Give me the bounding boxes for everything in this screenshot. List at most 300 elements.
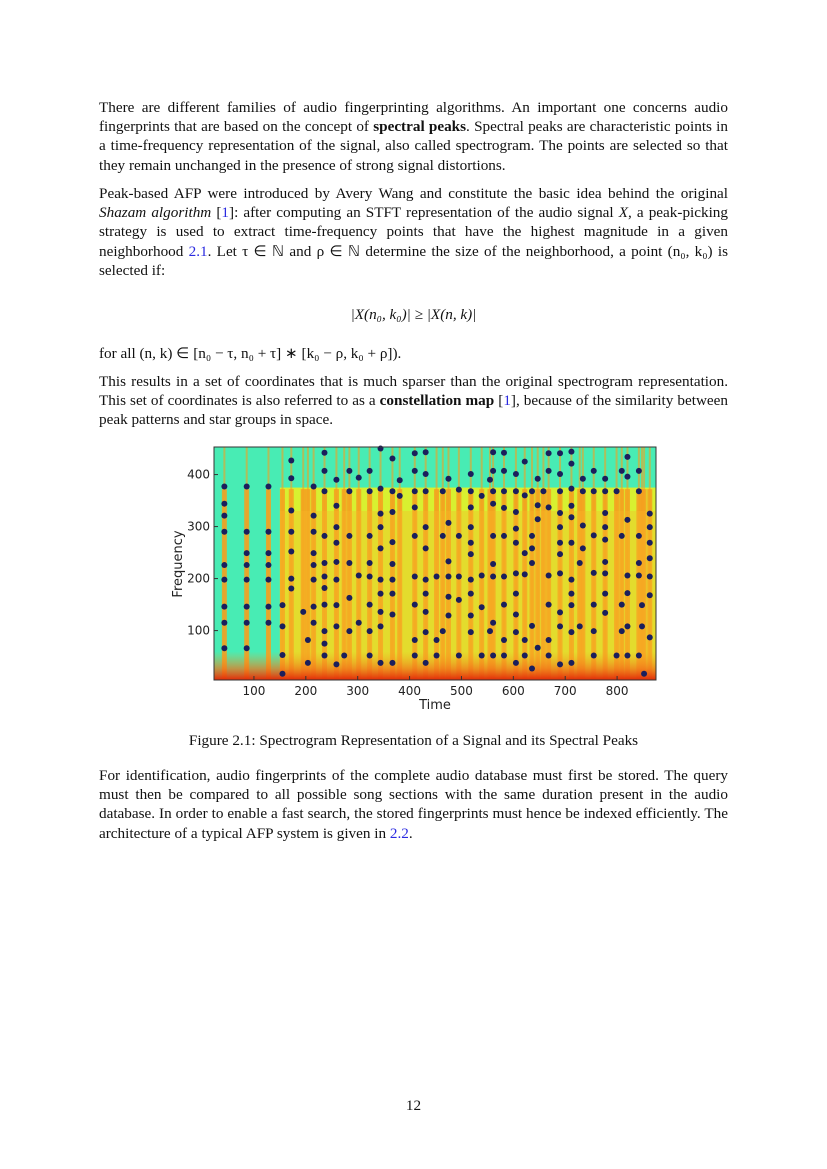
peak-point bbox=[529, 533, 535, 539]
peak-point bbox=[221, 484, 227, 490]
peak-point bbox=[546, 637, 552, 643]
peak-point bbox=[279, 652, 285, 658]
peak-point bbox=[546, 572, 552, 578]
peak-point bbox=[513, 570, 519, 576]
peak-point bbox=[591, 628, 597, 634]
peak-point bbox=[456, 597, 462, 603]
peak-point bbox=[378, 524, 384, 530]
peak-point bbox=[546, 653, 552, 659]
x-tick-label: 200 bbox=[294, 684, 318, 698]
peak-point bbox=[445, 574, 451, 580]
peak-point bbox=[568, 629, 574, 635]
peak-point bbox=[434, 653, 440, 659]
peak-point bbox=[244, 529, 250, 535]
peak-point bbox=[522, 492, 528, 498]
peak-point bbox=[221, 577, 227, 583]
peak-point bbox=[580, 523, 586, 529]
peak-point bbox=[624, 590, 630, 596]
peak-point bbox=[568, 514, 574, 520]
peak-point bbox=[279, 671, 285, 677]
figure-link[interactable]: 2.2 bbox=[389, 824, 409, 842]
peak-point bbox=[501, 653, 507, 659]
peak-point bbox=[445, 613, 451, 619]
peak-point bbox=[389, 611, 395, 617]
peak-point bbox=[522, 459, 528, 465]
peak-point bbox=[423, 545, 429, 551]
peak-point bbox=[423, 609, 429, 615]
peak-point bbox=[412, 637, 418, 643]
peak-point bbox=[557, 623, 563, 629]
peak-point bbox=[389, 660, 395, 666]
text: [ bbox=[494, 392, 504, 410]
y-axis-label: Frequency bbox=[171, 530, 186, 598]
x-tick-label: 600 bbox=[501, 684, 525, 698]
peak-point bbox=[639, 623, 645, 629]
variable-x: X bbox=[618, 204, 628, 222]
peak-point bbox=[356, 572, 362, 578]
peak-point bbox=[288, 585, 294, 591]
peak-point bbox=[577, 560, 583, 566]
peak-point bbox=[397, 493, 403, 499]
peak-point bbox=[624, 474, 630, 480]
peak-point bbox=[490, 561, 496, 567]
peak-point bbox=[445, 476, 451, 482]
peak-point bbox=[490, 574, 496, 580]
peak-point bbox=[490, 488, 496, 494]
peak-point bbox=[423, 488, 429, 494]
peak-point bbox=[288, 475, 294, 481]
peak-point bbox=[624, 623, 630, 629]
peak-point bbox=[367, 653, 373, 659]
peak-point bbox=[468, 524, 474, 530]
peak-point bbox=[557, 510, 563, 516]
peak-point bbox=[535, 476, 541, 482]
peak-point bbox=[456, 574, 462, 580]
peak-point bbox=[288, 549, 294, 555]
peak-point bbox=[602, 476, 608, 482]
peak-point bbox=[522, 653, 528, 659]
peak-point bbox=[322, 488, 328, 494]
peak-point bbox=[591, 488, 597, 494]
peak-point bbox=[624, 653, 630, 659]
peak-point bbox=[389, 577, 395, 583]
peak-point bbox=[378, 623, 384, 629]
figure-caption: Figure 2.1: Spectrogram Representation of a Signal and its Spectral Peaks bbox=[188, 732, 639, 749]
peak-point bbox=[346, 468, 352, 474]
peak-point bbox=[513, 591, 519, 597]
spectrogram-high-band bbox=[214, 447, 656, 488]
peak-point bbox=[221, 620, 227, 626]
peak-point bbox=[513, 471, 519, 477]
peak-point bbox=[647, 592, 653, 598]
peak-point bbox=[468, 488, 474, 494]
peak-point bbox=[468, 504, 474, 510]
peak-point bbox=[624, 517, 630, 523]
text: . Spectral peaks are characteristic points in a time-frequency representation of the signal, also called spectrogram. The points are selected so that they remain unchanged in the presence of strong signal distortions. bbox=[99, 118, 728, 174]
peak-point bbox=[244, 562, 250, 568]
x-tick-label: 400 bbox=[398, 684, 422, 698]
peak-point bbox=[501, 533, 507, 539]
peak-point bbox=[568, 602, 574, 608]
peak-point bbox=[557, 570, 563, 576]
text: Peak-based AFP were introduced by Avery Wang and constitute the basic idea behind the original bbox=[99, 185, 728, 202]
peak-point bbox=[356, 620, 362, 626]
peak-point bbox=[636, 488, 642, 494]
peak-point bbox=[333, 477, 339, 483]
peak-point bbox=[378, 446, 384, 452]
peak-point bbox=[602, 591, 608, 597]
peak-point bbox=[647, 540, 653, 546]
peak-point bbox=[356, 475, 362, 481]
peak-point bbox=[221, 645, 227, 651]
peak-point bbox=[367, 488, 373, 494]
peak-point bbox=[490, 468, 496, 474]
peak-point bbox=[265, 604, 271, 610]
peak-point bbox=[367, 560, 373, 566]
peak-point bbox=[501, 602, 507, 608]
peak-point bbox=[244, 484, 250, 490]
peak-point bbox=[378, 486, 384, 492]
text: There are different families of audio fingerprinting algorithms. An important one concerns audio fingerprints that are based on the concept of bbox=[99, 99, 728, 136]
peak-point bbox=[614, 488, 620, 494]
peak-point bbox=[557, 551, 563, 557]
peak-point bbox=[311, 529, 317, 535]
peak-point bbox=[513, 540, 519, 546]
peak-point bbox=[636, 572, 642, 578]
peak-point bbox=[580, 545, 586, 551]
y-tick-label: 200 bbox=[187, 571, 210, 586]
peak-point bbox=[487, 628, 493, 634]
peak-point bbox=[624, 454, 630, 460]
peak-point bbox=[535, 645, 541, 651]
text: . bbox=[408, 824, 413, 842]
paragraph-peak-based-afp bbox=[99, 184, 728, 280]
peak-point bbox=[490, 449, 496, 455]
paragraph-spectral-peaks bbox=[99, 98, 728, 175]
peak-point bbox=[557, 471, 563, 477]
peak-point bbox=[389, 539, 395, 545]
peak-point bbox=[333, 577, 339, 583]
peak-point bbox=[546, 602, 552, 608]
peak-point bbox=[568, 461, 574, 467]
y-tick-label: 300 bbox=[187, 519, 210, 534]
text: , a peak-picking strategy is used to extract time-frequency points that have the highest magnitude in a given neighborhood bbox=[99, 204, 728, 260]
peak-point bbox=[322, 653, 328, 659]
peak-point bbox=[557, 488, 563, 494]
term-spectral-peaks: spectral peaks bbox=[373, 118, 467, 136]
text: ] bbox=[510, 392, 516, 410]
peak-point bbox=[513, 488, 519, 494]
peak-point bbox=[568, 540, 574, 546]
peak-point bbox=[490, 533, 496, 539]
peak-point bbox=[322, 585, 328, 591]
peak-point bbox=[440, 533, 446, 539]
peak-point bbox=[221, 529, 227, 535]
peak-point bbox=[557, 609, 563, 615]
peak-point bbox=[647, 524, 653, 530]
peak-point bbox=[529, 560, 535, 566]
peak-point bbox=[513, 660, 519, 666]
peak-point bbox=[221, 604, 227, 610]
peak-point bbox=[602, 510, 608, 516]
peak-point bbox=[346, 533, 352, 539]
peak-point bbox=[522, 550, 528, 556]
peak-point bbox=[389, 591, 395, 597]
peak-point bbox=[412, 468, 418, 474]
peak-point bbox=[479, 572, 485, 578]
peak-point bbox=[529, 545, 535, 551]
peak-point bbox=[591, 468, 597, 474]
peak-point bbox=[513, 629, 519, 635]
peak-point bbox=[501, 488, 507, 494]
peak-point bbox=[322, 628, 328, 634]
peak-point bbox=[279, 623, 285, 629]
peak-point bbox=[568, 503, 574, 509]
peak-point bbox=[333, 661, 339, 667]
peak-point bbox=[367, 628, 373, 634]
peak-point bbox=[333, 602, 339, 608]
peak-point bbox=[389, 455, 395, 461]
x-tick-label: 800 bbox=[605, 684, 629, 698]
term-constellation-map: constellation map bbox=[379, 392, 495, 410]
peak-point bbox=[456, 533, 462, 539]
y-tick-label: 100 bbox=[187, 623, 210, 638]
peak-point bbox=[619, 628, 625, 634]
peak-point bbox=[265, 577, 271, 583]
peak-point bbox=[440, 488, 446, 494]
peak-point bbox=[529, 666, 535, 672]
peak-point bbox=[288, 529, 294, 535]
peak-point bbox=[487, 477, 493, 483]
peak-point bbox=[501, 450, 507, 456]
peak-point bbox=[636, 653, 642, 659]
peak-point bbox=[322, 468, 328, 474]
peak-point bbox=[522, 571, 528, 577]
peak-point bbox=[522, 637, 528, 643]
peak-point bbox=[412, 450, 418, 456]
peak-point bbox=[288, 576, 294, 582]
peak-point bbox=[311, 513, 317, 519]
peak-point bbox=[434, 574, 440, 580]
peak-point bbox=[619, 602, 625, 608]
peak-point bbox=[602, 537, 608, 543]
peak-point bbox=[397, 477, 403, 483]
peak-point bbox=[490, 620, 496, 626]
peak-point bbox=[456, 487, 462, 493]
peak-point bbox=[647, 555, 653, 561]
peak-point bbox=[468, 471, 474, 477]
peak-point bbox=[311, 550, 317, 556]
text: : after computing an STFT representation of the audio signal bbox=[234, 204, 619, 222]
peak-point bbox=[641, 671, 647, 677]
peak-point bbox=[367, 602, 373, 608]
peak-point bbox=[557, 524, 563, 530]
peak-point bbox=[265, 620, 271, 626]
peak-point bbox=[557, 450, 563, 456]
x-axis-label: Time bbox=[419, 698, 451, 713]
peak-point bbox=[265, 529, 271, 535]
peak-point bbox=[546, 468, 552, 474]
figure-link[interactable]: 2.1 bbox=[188, 242, 208, 260]
peak-point bbox=[647, 634, 653, 640]
x-tick-label: 300 bbox=[346, 684, 370, 698]
peak-point bbox=[591, 602, 597, 608]
peak-point bbox=[468, 629, 474, 635]
text: , because of the similarity between peak patterns and star groups in space. bbox=[99, 392, 728, 429]
peak-point bbox=[490, 501, 496, 507]
peak-point bbox=[557, 661, 563, 667]
peak-point bbox=[501, 468, 507, 474]
peak-point bbox=[619, 468, 625, 474]
peak-point bbox=[591, 532, 597, 538]
peak-point bbox=[221, 562, 227, 568]
peak-point bbox=[412, 574, 418, 580]
peak-point bbox=[389, 488, 395, 494]
peak-point bbox=[540, 488, 546, 494]
peak-point bbox=[333, 503, 339, 509]
text: ] bbox=[229, 204, 235, 222]
peak-point bbox=[580, 488, 586, 494]
peak-point bbox=[322, 641, 328, 647]
text: [ bbox=[211, 204, 222, 222]
peak-point bbox=[305, 637, 311, 643]
peak-point bbox=[636, 468, 642, 474]
peak-point bbox=[322, 533, 328, 539]
peak-point bbox=[647, 574, 653, 580]
peak-point bbox=[639, 602, 645, 608]
text: This results in a set of coordinates that is much sparser than the original spectrogram representation. This set of coordinates is also referred to as a bbox=[99, 373, 728, 410]
peak-point bbox=[529, 623, 535, 629]
peak-point bbox=[535, 502, 541, 508]
peak-point bbox=[468, 577, 474, 583]
peak-point bbox=[423, 591, 429, 597]
peak-point bbox=[333, 524, 339, 530]
peak-point bbox=[265, 550, 271, 556]
peak-point bbox=[445, 520, 451, 526]
peak-point bbox=[624, 572, 630, 578]
peak-point bbox=[367, 574, 373, 580]
peak-point bbox=[501, 574, 507, 580]
peak-point bbox=[412, 653, 418, 659]
peak-point bbox=[244, 550, 250, 556]
peak-point bbox=[513, 526, 519, 532]
peak-point bbox=[568, 660, 574, 666]
peak-point bbox=[311, 620, 317, 626]
peak-point bbox=[341, 653, 347, 659]
peak-point bbox=[265, 484, 271, 490]
paragraph-constellation-map bbox=[99, 372, 728, 430]
peak-point bbox=[311, 562, 317, 568]
citation-link[interactable]: 1 bbox=[221, 204, 230, 222]
x-tick-label: 500 bbox=[450, 684, 473, 698]
paragraph-identification bbox=[99, 766, 728, 843]
peak-point bbox=[513, 509, 519, 515]
peak-point bbox=[513, 611, 519, 617]
peak-point bbox=[288, 458, 294, 464]
peak-point bbox=[346, 595, 352, 601]
peak-point bbox=[479, 604, 485, 610]
peak-point bbox=[244, 620, 250, 626]
page-number: 12 bbox=[405, 1097, 422, 1114]
peak-point bbox=[322, 574, 328, 580]
peak-point bbox=[636, 560, 642, 566]
peak-point bbox=[378, 511, 384, 517]
peak-point bbox=[346, 628, 352, 634]
peak-point bbox=[535, 516, 541, 522]
peak-point bbox=[445, 594, 451, 600]
peak-point bbox=[568, 591, 574, 597]
peak-point bbox=[311, 577, 317, 583]
peak-point bbox=[279, 602, 285, 608]
peak-point bbox=[580, 476, 586, 482]
peak-point bbox=[221, 501, 227, 507]
peak-point bbox=[557, 540, 563, 546]
peak-point bbox=[311, 484, 317, 490]
y-tick-label: 400 bbox=[187, 467, 210, 482]
peak-point bbox=[412, 488, 418, 494]
peak-point bbox=[346, 488, 352, 494]
paragraph-condition: for all (n, k) ∈ [n₀ − τ, n₀ + τ] ∗ [k₀ − ρ, k₀ + ρ]). bbox=[99, 345, 402, 362]
peak-point bbox=[468, 613, 474, 619]
peak-point bbox=[322, 560, 328, 566]
peak-point bbox=[311, 604, 317, 610]
spectrogram-image bbox=[214, 447, 656, 680]
peak-point bbox=[333, 623, 339, 629]
peak-point bbox=[423, 449, 429, 455]
peak-point bbox=[244, 645, 250, 651]
text: For identification, audio fingerprints of the complete audio database must first be stored. The query must then be compared to all possible song sections with the same duration present in the audio database. In order to enable a fast search, the stored fingerprints must hence be indexed efficiently. The architecture of a typical AFP system is given in bbox=[99, 767, 728, 842]
term-shazam-algorithm: Shazam algorithm bbox=[99, 204, 212, 222]
peak-point bbox=[568, 449, 574, 455]
peak-point bbox=[501, 637, 507, 643]
peak-point bbox=[529, 488, 535, 494]
peak-point bbox=[647, 511, 653, 517]
peak-point bbox=[602, 559, 608, 565]
peak-point bbox=[546, 504, 552, 510]
peak-point bbox=[423, 629, 429, 635]
peak-point bbox=[244, 604, 250, 610]
peak-point bbox=[568, 577, 574, 583]
x-tick-label: 700 bbox=[553, 684, 577, 698]
text: . Let τ ∈ ℕ and ρ ∈ ℕ determine the size of the neighborhood, a point (n₀, k₀) is selected if: bbox=[99, 242, 728, 279]
x-tick-label: 100 bbox=[242, 684, 266, 698]
peak-point bbox=[367, 533, 373, 539]
peak-point bbox=[288, 507, 294, 513]
peak-point bbox=[501, 505, 507, 511]
peak-point bbox=[490, 653, 496, 659]
equation: |X(n₀, k₀)| ≥ |X(n, k)| bbox=[350, 306, 477, 323]
peak-point bbox=[602, 524, 608, 530]
peak-point bbox=[221, 513, 227, 519]
peak-point bbox=[456, 653, 462, 659]
peak-point bbox=[367, 468, 373, 474]
peak-point bbox=[434, 637, 440, 643]
peak-point bbox=[244, 577, 250, 583]
peak-point bbox=[378, 577, 384, 583]
peak-point bbox=[602, 488, 608, 494]
peak-point bbox=[602, 570, 608, 576]
citation-link[interactable]: 1 bbox=[503, 392, 511, 410]
peak-point bbox=[378, 545, 384, 551]
peak-point bbox=[423, 660, 429, 666]
peak-point bbox=[378, 660, 384, 666]
peak-point bbox=[265, 562, 271, 568]
peak-point bbox=[568, 486, 574, 492]
peak-point bbox=[546, 450, 552, 456]
peak-point bbox=[468, 551, 474, 557]
peak-point bbox=[322, 450, 328, 456]
peak-point bbox=[423, 524, 429, 530]
